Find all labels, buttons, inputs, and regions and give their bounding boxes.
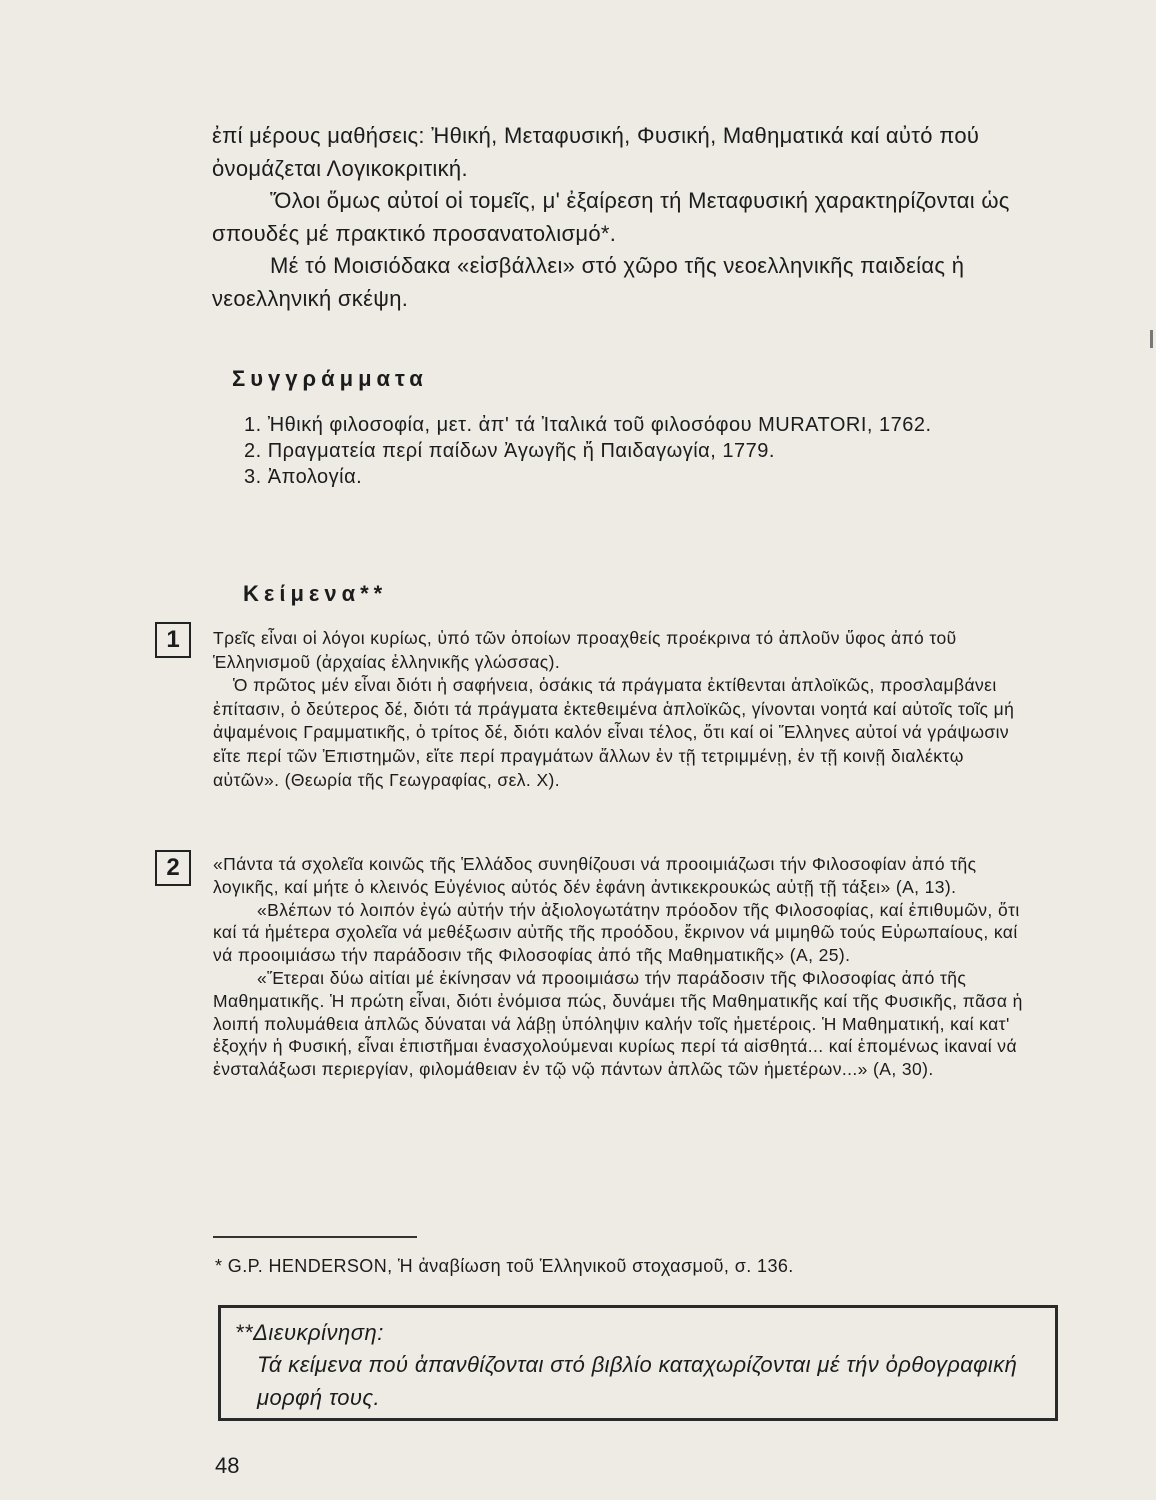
clarification-title: **Διευκρίνηση: [235, 1320, 384, 1345]
footnote: * G.P. HENDERSON, Ἡ ἀναβίωση τοῦ Ἑλληνικοῦ στοχασμοῦ, σ. 136. [215, 1256, 794, 1276]
excerpt-paragraph: «Πάντα τά σχολεῖα κοινῶς τῆς Ἑλλάδος συνηθίζουσι νά προοιμιάζωσι τήν Φιλοσοφίαν ἀπό τῆς λογικῆς, καί μήτε ὁ κλεινός Εὐγένιος αὐτός δέν ἐφάνη ἀντικεκρουκώς αὐτῇ τῇ τάξει» (Α, 13). [213, 854, 977, 897]
works-item: 1. Ἠθική φιλοσοφία, μετ. ἀπ' τά Ἰταλικά τοῦ φιλοσόφου MURATORI, 1762. [244, 414, 932, 436]
clarification-text: Τά κείμενα πού ἀπανθίζονται στό βιβλίο καταχωρίζονται μέ τήν ὀρθογραφική μορφή τους. [257, 1352, 1018, 1410]
excerpt-paragraph: Ὁ πρῶτος μέν εἶναι διότι ἡ σαφήνεια, ὁσάκις τά πράγματα ἐκτίθενται ἁπλοϊκῶς, προσλαμβάνει ἐπίτασιν, ὁ δεύτερος δέ, διότι τά πράγματα ἐκτεθειμένα ἁπλοϊκῶς, γίνονται νοητά καί αὐτοῖς τοῖς μή ἀψαμένοις Γραμματικῆς, ὁ τρίτος δέ, διότι καλόν εἶναι τέλος, ὅτι καί οἱ Ἕλληνες αὐτοί νά γράψωσιν εἴτε περί τῶν Ἐπιστημῶν, εἴτε περί πραγμάτων ἄλλων ἐν τῇ τετριμμένῃ, ἐν τῇ κοινῇ διαλέκτῳ αὐτῶν». (Θεωρία τῆς Γεωγραφίας, σελ. Χ). [213, 675, 1015, 790]
excerpt-number-badge: 1 [155, 622, 191, 658]
excerpt-paragraph: Τρεῖς εἶναι οἱ λόγοι κυρίως, ὑπό τῶν ὁποίων προαχθείς προέκρινα τό ἁπλοῦν ὕφος ἀπό τοῦ Ἑλληνισμοῦ (ἀρχαίας ἑλληνικῆς γλώσσας). [213, 628, 957, 672]
page-number: 48 [215, 1453, 240, 1478]
intro-paragraph: ἐπί μέρους μαθήσεις: Ἠθική, Μεταφυσική, Φυσική, Μαθηματικά καί αὐτό πού ὀνομάζεται Λογικοκριτική. [212, 123, 980, 181]
works-item: 2. Πραγματεία περί παίδων Ἀγωγῆς ἤ Παιδαγωγία, 1779. [244, 440, 775, 462]
texts-heading: Κείμενα** [243, 581, 388, 606]
excerpt-1 [213, 627, 1033, 792]
excerpt-paragraph: «Ἕτεραι δύω αἰτίαι μέ ἐκίνησαν νά προοιμιάσω τήν παράδοσιν τῆς Φιλοσοφίας ἀπό τῆς Μαθηματικῆς. Ἡ πρώτη εἶναι, διότι ἐνόμισα πώς, δυνάμει τῆς Μαθηματικῆς καί τῆς Φυσικῆς, πᾶσα ἡ λοιπή πολυμάθεια ἁπλῶς δύναται νά λάβῃ ὑπόληψιν καλήν τοῖς ἡμετέροις. Ἡ Μαθηματική, καί κατ' ἐξοχήν ἡ Φυσική, εἶναι ἐπιστῆμαι ἐνασχολούμεναι κυρίως περί τά αἰσθητά... καί ἑπομένως ἱκαναί νά ἐνσταλάξωσι περιεργίαν, φιλομάθειαν ἐν τῷ νῷ πάντων ἁπλῶς τῶν ἡμετέρων...» (Α, 30). [213, 967, 1023, 1080]
intro-section [212, 120, 1058, 315]
works-list [244, 412, 1004, 490]
works-item: 3. Ἀπολογία. [244, 466, 363, 488]
works-heading: Συγγράμματα [232, 366, 428, 391]
footnote-divider [213, 1236, 417, 1238]
margin-mark [1150, 330, 1153, 348]
clarification-box [218, 1305, 1058, 1421]
excerpt-2 [213, 853, 1033, 1081]
intro-paragraph: Μέ τό Μοισιόδακα «εἰσβάλλει» στό χῶρο τῆς νεοελληνικῆς παιδείας ἡ νεοελληνική σκέψη. [212, 253, 965, 311]
excerpt-paragraph: «Βλέπων τό λοιπόν ἐγώ αὐτήν τήν ἀξιολογωτάτην πρόοδον τῆς Φιλοσοφίας, καί ἐπιθυμῶν, ὅτι καί τά ἡμέτερα σχολεῖα νά μεθέξωσιν αὐτῆς τῆς προόδου, ἔκρινον νά μιμηθῶ τούς Εὐρωπαίους, καί νά προοιμιάσω τήν παράδοσιν τῆς Φιλοσοφίας ἀπό τῆς Μαθηματικῆς» (Α, 25). [213, 899, 1020, 966]
excerpt-number-badge: 2 [155, 850, 191, 886]
intro-paragraph: Ὅλοι ὅμως αὐτοί οἱ τομεῖς, μ' ἐξαίρεση τή Μεταφυσική χαρακτηρίζονται ὡς σπουδές μέ πρακτικό προσανατολισμό*. [212, 188, 1010, 246]
